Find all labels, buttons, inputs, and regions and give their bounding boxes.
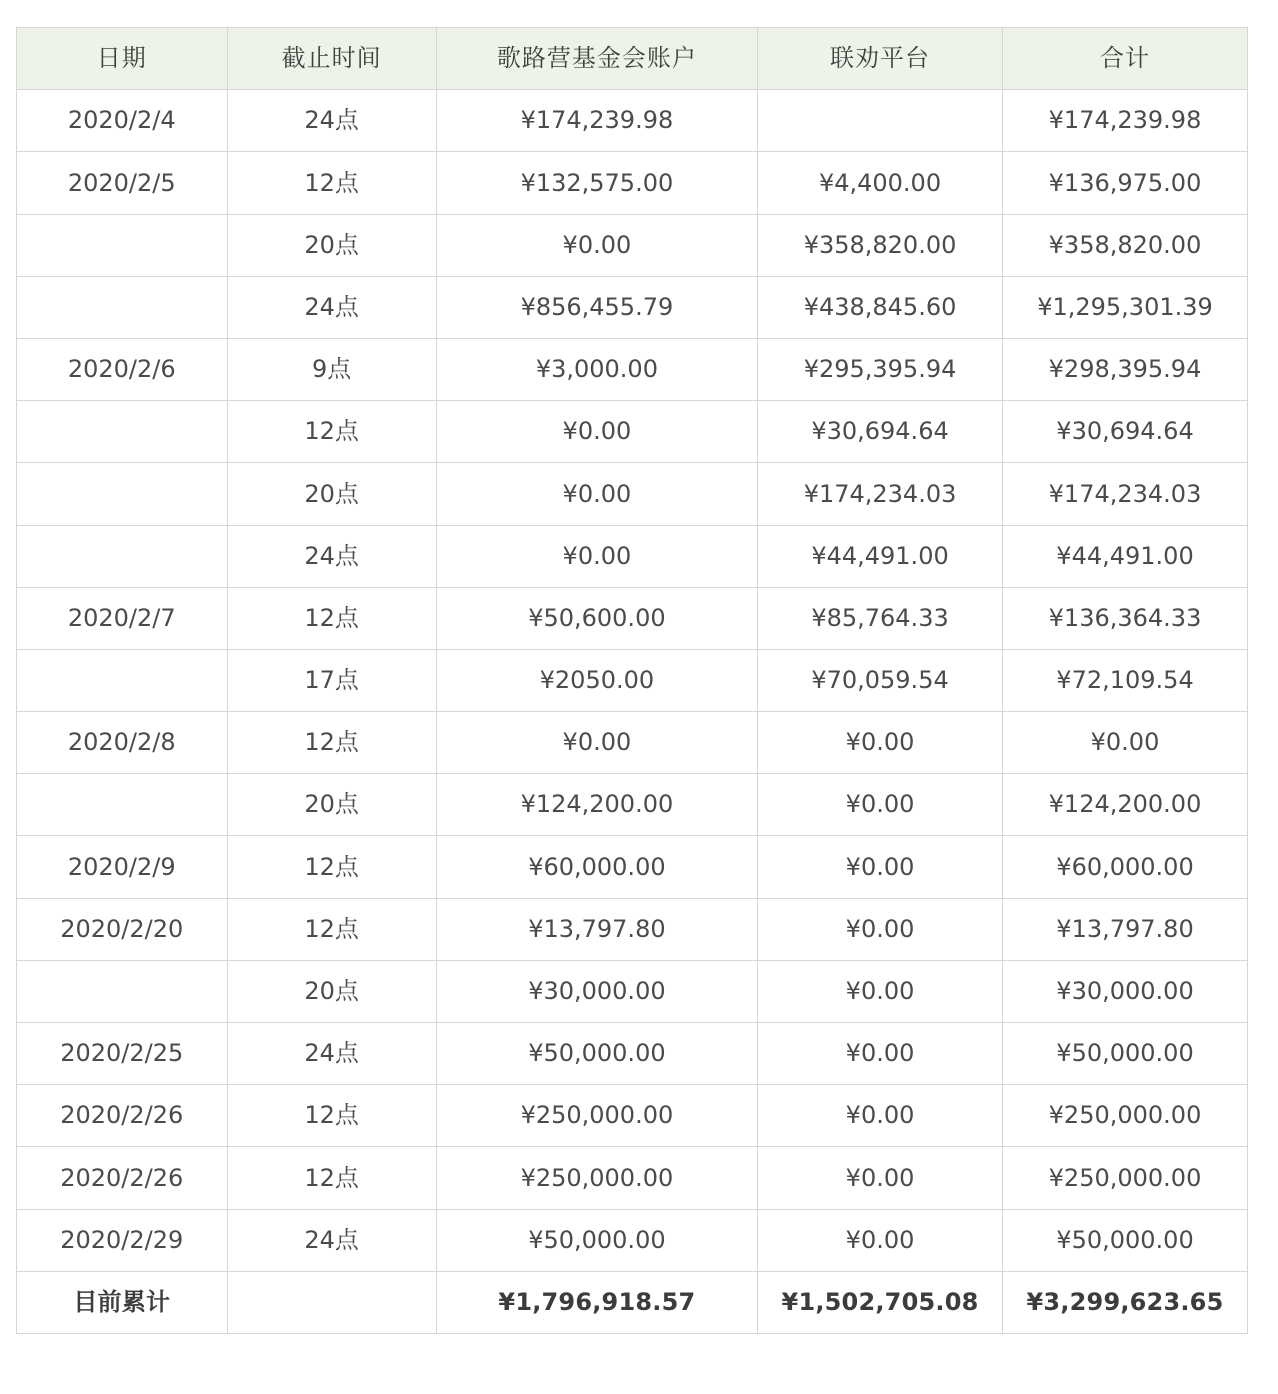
cell: 2020/2/4	[17, 90, 228, 152]
cell: 12点	[227, 712, 436, 774]
table-row	[17, 338, 1248, 400]
cell: ¥250,000.00	[1003, 1085, 1248, 1147]
cell: 2020/2/20	[17, 898, 228, 960]
cell	[758, 90, 1003, 152]
cell: ¥124,200.00	[1003, 774, 1248, 836]
cell: ¥136,975.00	[1003, 152, 1248, 214]
cell: 12点	[227, 587, 436, 649]
summary-cell: ¥1,796,918.57	[436, 1271, 757, 1333]
table-row	[17, 90, 1248, 152]
cell: ¥856,455.79	[436, 276, 757, 338]
cell	[17, 214, 228, 276]
cell: ¥0.00	[758, 1209, 1003, 1271]
cell: ¥30,694.64	[758, 401, 1003, 463]
cell: 9点	[227, 338, 436, 400]
column-header-2: 截止时间	[227, 28, 436, 90]
table-row	[17, 463, 1248, 525]
cell: 12点	[227, 1147, 436, 1209]
table-row	[17, 1209, 1248, 1271]
column-header-1: 日期	[17, 28, 228, 90]
donation-summary-table	[16, 27, 1248, 1334]
cell: 2020/2/25	[17, 1023, 228, 1085]
summary-row	[17, 1271, 1248, 1333]
cell: ¥0.00	[436, 712, 757, 774]
column-header-4: 联劝平台	[758, 28, 1003, 90]
cell: 2020/2/9	[17, 836, 228, 898]
cell: 12点	[227, 401, 436, 463]
cell: 2020/2/29	[17, 1209, 228, 1271]
cell: 20点	[227, 960, 436, 1022]
cell	[17, 276, 228, 338]
cell: ¥0.00	[758, 1085, 1003, 1147]
cell: ¥4,400.00	[758, 152, 1003, 214]
cell: 24点	[227, 276, 436, 338]
cell	[17, 525, 228, 587]
table-row	[17, 898, 1248, 960]
cell: ¥250,000.00	[436, 1147, 757, 1209]
cell	[17, 649, 228, 711]
cell: ¥0.00	[436, 401, 757, 463]
cell: 20点	[227, 214, 436, 276]
cell: 20点	[227, 463, 436, 525]
summary-cell: ¥1,502,705.08	[758, 1271, 1003, 1333]
table-row	[17, 1085, 1248, 1147]
table-row	[17, 587, 1248, 649]
cell: ¥50,000.00	[436, 1209, 757, 1271]
cell: ¥13,797.80	[1003, 898, 1248, 960]
cell: 2020/2/26	[17, 1085, 228, 1147]
column-header-5: 合计	[1003, 28, 1248, 90]
cell: 12点	[227, 836, 436, 898]
cell: ¥438,845.60	[758, 276, 1003, 338]
cell: ¥174,239.98	[436, 90, 757, 152]
cell: ¥358,820.00	[1003, 214, 1248, 276]
cell: ¥50,000.00	[1003, 1023, 1248, 1085]
cell: ¥72,109.54	[1003, 649, 1248, 711]
cell: ¥0.00	[436, 525, 757, 587]
cell: ¥50,600.00	[436, 587, 757, 649]
cell: ¥174,239.98	[1003, 90, 1248, 152]
cell	[17, 960, 228, 1022]
table-body	[17, 90, 1248, 1272]
table-row	[17, 960, 1248, 1022]
cell: 2020/2/8	[17, 712, 228, 774]
cell: 12点	[227, 898, 436, 960]
cell: 24点	[227, 90, 436, 152]
cell: ¥3,000.00	[436, 338, 757, 400]
cell: ¥0.00	[436, 463, 757, 525]
summary-cell	[227, 1271, 436, 1333]
cell: 2020/2/7	[17, 587, 228, 649]
cell: 2020/2/26	[17, 1147, 228, 1209]
cell: ¥0.00	[1003, 712, 1248, 774]
column-header-3: 歌路营基金会账户	[436, 28, 757, 90]
cell: ¥60,000.00	[436, 836, 757, 898]
cell: ¥124,200.00	[436, 774, 757, 836]
table-row	[17, 774, 1248, 836]
cell: ¥50,000.00	[436, 1023, 757, 1085]
cell: ¥295,395.94	[758, 338, 1003, 400]
cell: 24点	[227, 1209, 436, 1271]
cell: ¥174,234.03	[758, 463, 1003, 525]
table-row	[17, 276, 1248, 338]
cell: ¥0.00	[758, 1023, 1003, 1085]
cell	[17, 774, 228, 836]
cell: ¥30,000.00	[1003, 960, 1248, 1022]
cell: ¥1,295,301.39	[1003, 276, 1248, 338]
cell: ¥250,000.00	[1003, 1147, 1248, 1209]
summary-cell: ¥3,299,623.65	[1003, 1271, 1248, 1333]
cell: ¥60,000.00	[1003, 836, 1248, 898]
cell: ¥2050.00	[436, 649, 757, 711]
cell: ¥250,000.00	[436, 1085, 757, 1147]
cell	[17, 463, 228, 525]
table-row	[17, 649, 1248, 711]
cell: ¥44,491.00	[1003, 525, 1248, 587]
table-row	[17, 1147, 1248, 1209]
cell: ¥44,491.00	[758, 525, 1003, 587]
cell: 2020/2/5	[17, 152, 228, 214]
table-row	[17, 214, 1248, 276]
cell: 20点	[227, 774, 436, 836]
table-row	[17, 525, 1248, 587]
table-row	[17, 712, 1248, 774]
cell: 24点	[227, 1023, 436, 1085]
cell: ¥136,364.33	[1003, 587, 1248, 649]
cell: 2020/2/6	[17, 338, 228, 400]
cell: 12点	[227, 1085, 436, 1147]
cell: ¥30,694.64	[1003, 401, 1248, 463]
cell: ¥85,764.33	[758, 587, 1003, 649]
summary-label-cell: 目前累计	[17, 1271, 228, 1333]
cell	[17, 401, 228, 463]
table-row	[17, 152, 1248, 214]
cell: 17点	[227, 649, 436, 711]
cell: ¥13,797.80	[436, 898, 757, 960]
table-row	[17, 401, 1248, 463]
cell: 12点	[227, 152, 436, 214]
header-row	[17, 28, 1248, 90]
cell: ¥298,395.94	[1003, 338, 1248, 400]
table-row	[17, 836, 1248, 898]
cell: ¥0.00	[758, 898, 1003, 960]
cell: ¥358,820.00	[758, 214, 1003, 276]
cell: ¥50,000.00	[1003, 1209, 1248, 1271]
cell: ¥70,059.54	[758, 649, 1003, 711]
cell: ¥132,575.00	[436, 152, 757, 214]
cell: 24点	[227, 525, 436, 587]
cell: ¥0.00	[758, 712, 1003, 774]
cell: ¥174,234.03	[1003, 463, 1248, 525]
cell: ¥0.00	[758, 960, 1003, 1022]
table-row	[17, 1023, 1248, 1085]
cell: ¥0.00	[758, 1147, 1003, 1209]
cell: ¥0.00	[758, 774, 1003, 836]
cell: ¥0.00	[436, 214, 757, 276]
cell: ¥30,000.00	[436, 960, 757, 1022]
cell: ¥0.00	[758, 836, 1003, 898]
